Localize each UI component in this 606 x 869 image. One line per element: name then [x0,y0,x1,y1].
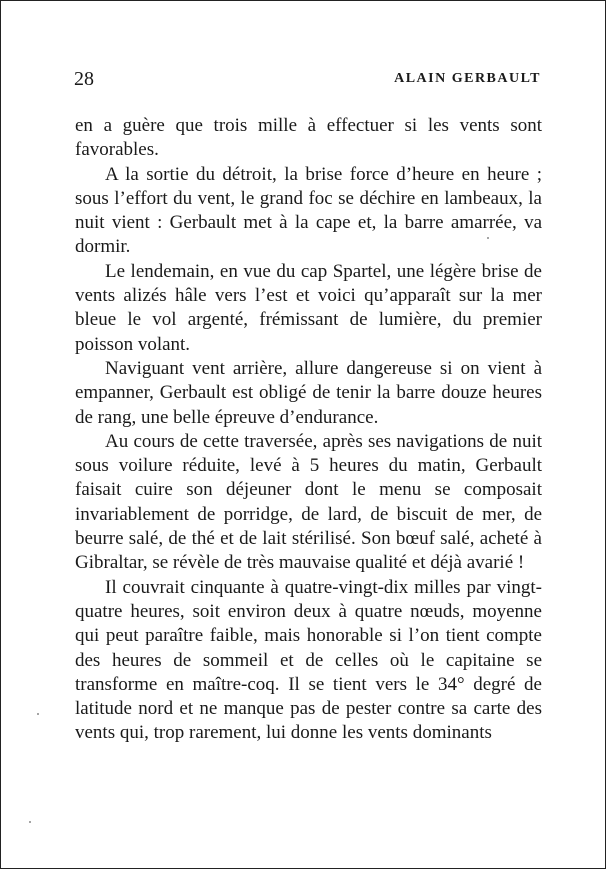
paragraph-vent-arriere: Naviguant vent arrière, allure dangereuse si on vient à empanner, Gerbault est obligé de tenir la barre douze heures de rang, une belle épreuve d’endurance. [75,357,542,428]
paper-speck [37,713,39,715]
paragraph-continued: en a guère que trois mille à effectuer si les vents sont favorables. [75,115,542,161]
paper-speck [487,237,489,239]
paper-speck [29,821,31,823]
paragraph-detroit: A la sortie du détroit, la brise force d’heure en heure ; sous l’effort du vent, le grand foc se déchire en lambeaux, la nuit vient : Gerbault met à la cape et, la barre amarrée, va dormir. [75,163,542,258]
paragraph-traversee: Au cours de cette traversée, après ses navigations de nuit sous voilure réduite, levé à 5 heures du matin, Gerbault faisait cuire son déjeuner dont le menu se composait invariablement de porridge, de lard, de biscuit de mer, de beurre salé, de thé et de lait stérilisé. Son bœuf salé, acheté à Gibraltar, se révèle de très mauvaise qualité et déjà avarié ! [75,430,542,574]
running-head: ALAIN GERBAULT [394,71,541,86]
body-text [75,114,542,746]
paragraph-milles: Il couvrait cinquante à quatre-vingt-dix milles par vingt-quatre heures, soit environ deux à quatre nœuds, moyenne qui peut paraître faible, mais honorable si l’on tient compte des heures de sommeil et de celles où le capitaine se transforme en maître-coq. Il se tient vers le 34° degré de latitude nord et ne manque pas de pester contre sa carte des vents qui, trop rarement, lui donne les vents dominants [75,576,542,744]
page-header [74,67,541,91]
page-number: 28 [74,68,94,90]
paragraph-lendemain: Le lendemain, en vue du cap Spartel, une légère brise de vents alizés hâle vers l’est et voici qu’apparaît sur la mer bleue le vol argenté, frémissant de lumière, du premier poisson volant. [75,260,542,355]
